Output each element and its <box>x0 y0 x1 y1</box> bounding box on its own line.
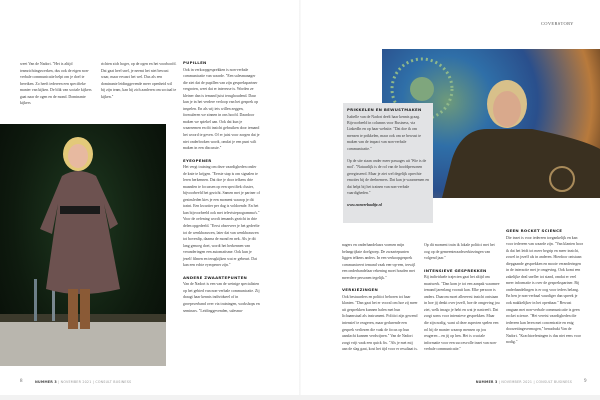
paragraph: weet Van de Nadort. "Het is altijd teamrichtingswerken, dus ook de eigen non-verbale communicatie helpt om je doel te bereiken. Zo heeft iedereen een specifieke manier van kijken. De blik van sociale kijkers gaat naar de ogen en de mond. Dominante kijkers <box>20 62 92 106</box>
footer-right <box>476 380 572 385</box>
footer-meta: | NOVEMBER 2021 | CONSULT BUSINESS <box>56 380 132 384</box>
footer-issue: NUMMER 3 <box>475 380 498 384</box>
paragraph: Het vergt training om deze vaardigheden onder de knie te krijgen. "Eerste stap is om signalen te leren herkennen. Dat doe je door telkens drie maanden te focussen op een specifiek cluster, bijvoorbeeld het gezicht. Samen met je partner of gezinsleden kies je een moment waarop je dit traint. Een kwartier per dag is voldoende. En het kan bijvoorbeeld ook met televisieprogramma's." Voor de oefening wordt iemands gezicht in drie delen opgedeeld. "Eerst observeer je het gedeelte tot de wenkbrauwen, later dat van wenkbrauwen tot bovenlip, daarna de mond en nek. Als je dit lang genoeg doet, wordt het herkennen van veranderingen een automatisme. Ook kun je jezelf filmen en terugkijken wat er gebeurt. Dat kan een echte eyeopener zijn." <box>183 165 260 268</box>
box-paragraph: Isabelle van de Nadort deelt haar kennis graag. Bijvoorbeeld in columns voor Business, via LinkedIn en op haar website. "Dat doe ik om mensen te prikkelen, maar ook om ze bewust te maken van de impact van non-verbale communicatie." <box>347 114 422 151</box>
heading-andere-zwaartepunten: ANDERE ZWAARTEPUNTEN <box>183 274 248 280</box>
right-col-2 <box>424 242 500 353</box>
website-link[interactable]: www.nonverbaaltje.nl <box>347 203 382 208</box>
left-col-3 <box>183 60 260 314</box>
paragraph: Die inzet is voor iedereen toegankelijk en kan voor iedereen van waarde zijn. "Van klanten hoor ik dat het leidt tot meer begrip en meer inzicht, zowel in jezelf als in anderen. Hierdoor ontstaan diepgaande gesprekken en mooie veranderingen in de interactie met je omgeving. Ook komt een zakelijke deal sneller tot stand, omdat er veel meer informatie is over de gesprekspartner. Bij onderhandelingen is er oog voor ieders belang. En ben je non-verbaal vaardiger dan spreek je ook makkelijker in het openbaar." Bewust omgaan met non-verbale communicatie is geen rocket science. "Het vereist vaardigheden die iedereen kan leren met concentratie en enig doorzettingsvermogen," benadrukt Van de Nadort. "Krachtoefeningen is dus niet eens voor nodig." <box>506 235 583 345</box>
paragraph: Op dit moment train ik lokale politici met het oog op de gemeenteraadsverkiezingen van volgend jaar." <box>424 243 495 261</box>
page-number-left: 8 <box>20 379 23 384</box>
right-col-3 <box>506 228 584 346</box>
paragraph: richten zich hoger, op de ogen en het voorhoofd. Dat gaat heel snel, je neemt het niet bewust waar, maar ervaart het wel. Dus als een dominante leidinggevende meer openheid wil bij zijn team, kan hij zich aanleren om sociaal te kijken." <box>101 62 177 99</box>
heading-eyeopener: EYEOPENER <box>183 157 212 163</box>
sidebar-box <box>343 103 433 223</box>
footer-issue: NUMMER 3 <box>35 380 57 384</box>
right-col-1 <box>342 242 418 353</box>
paragraph: Bij individuele trajecten gaat het altijd om maatwerk. "Dan kom je tot een aanpak waarmee iemand jarenlang vooruit kan. Elke persoon is anders. Daarom moet allereerst inzicht ontstaan in hoe jij denkt over jezelf, hoe de omgeving jou ziet, welk imago je hebt en wat je nastreeft. Dat zorgt soms voor intensieve gesprekken. Maar die zijn nodig, want al deze aspecten spelen een rol bij de manier waarop mensen op jou reageren – en jij op hen. Het is cruciale informatie voor een succesvolle inzet van non-verbale communicatie." <box>424 275 500 352</box>
paragraph: Ook in verkoopgesprekken is non-verbale communicatie van waarde. "Een salesmanager die ziet dat de pupillen van zijn gesprekspartner vergroten, weet dat er interesse is. Worden ze kleiner dan is iemand juist terughoudend. Daar kun je in het verdere verloop van het gesprek op inspelen. En als wij iets willen zeggen, formuleren we zinnen in ons hoofd. Daardoor maken we spiekel aan. Ook dat kun je waarnemen en dit inzicht gebruiken door iemand het woord te geven. Of er juist voor zorgen dat je niet onderbroken wordt, omdat je een punt wilt maken in een discussie." <box>183 67 260 151</box>
heading-verkiezingen: VERKIEZINGEN <box>342 287 379 293</box>
paragraph: nagers en onderhandelaars vormen mijn belangrijkste doelgroep. De zwaartepunten liggen telkens anders. In een verkoopgesprek communiceert iemand vaak een-op-een, terwijl een onderhandelaar rekening moet houden met meerdere personen tegelijk." <box>342 243 416 280</box>
box-heading: PRIKKELEN EN BEWUSTMAKEN <box>347 107 422 112</box>
left-col-1 <box>20 61 96 107</box>
bottom-edge <box>0 395 600 400</box>
heading-pupillen: PUPILLEN <box>183 60 207 65</box>
footer-left <box>35 380 131 385</box>
photo-woman-walking <box>0 124 166 366</box>
paragraph: Van de Nadort is een van de weinige specialisten op het gebied van non-verbale communicatie. Zij draagt haar kennis individueel of in groepsverband over via trainingen, workshops en seminars. "Leidinggevenden, salesma- <box>183 282 260 313</box>
heading-intensieve-gesprekken: INTENSIEVE GESPREKKEN <box>424 267 487 273</box>
paragraph: Ook bestuurders en politici behoren tot haar klanten. "Dan gaat het er vooral om hoe zij meer uit gesprekken kunnen halen met hun lichaamstaal als instrument. Politici zijn gewend intensief te reageren, maar gedurende een gesprek verliezen die vaak de focus op hun aandacht kunnen verdwijnen." Van de Nadort zorgt vrijt vaak een quick fix. "Als je met mij aan de slag gaat, kost het tijd voor er resultaat is. <box>342 294 418 352</box>
heading-geen-rocket-science: GEEN ROCKET SCIENCE <box>506 228 563 233</box>
footer-meta: | NOVEMBER 2021 | CONSULT BUSINESS <box>497 380 572 384</box>
box-paragraph: Op de site staan onder meer passages uit 'Wie is de mol'. "Natuurlijk is de rol van de hoofdpersonen geregisseerd. Maar je ziet wel degelijk oprechte emoties bij de deelnemers. Dat kan je waarnemen en dat helpt bij het trainen van non-verbale vaardigheden." <box>347 158 429 195</box>
left-col-2 <box>101 61 177 100</box>
page-gutter <box>299 0 301 395</box>
page-number-right: 9 <box>584 379 587 384</box>
section-label: COVERSTORY <box>541 21 574 26</box>
